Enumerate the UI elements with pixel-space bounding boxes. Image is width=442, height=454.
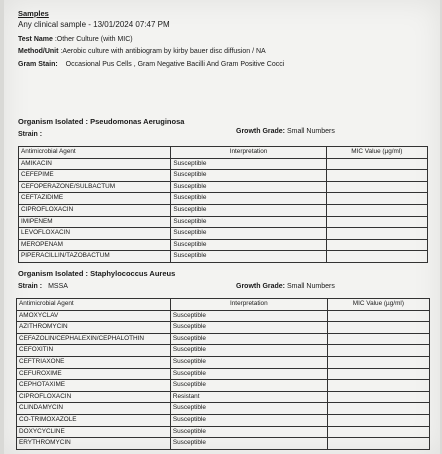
- agent-cell: CEFOXITIN: [17, 345, 171, 357]
- interpretation-cell: Susceptible: [170, 414, 327, 426]
- interpretation-cell: Susceptible: [170, 310, 327, 322]
- organism1-antibiogram-table: [18, 146, 428, 263]
- agent-cell: AMOXYCLAV: [17, 310, 171, 322]
- mic-cell: [326, 181, 427, 193]
- method-value: :Aerobic culture with antibiogram by kirby bauer disc diffusion / NA: [60, 48, 266, 55]
- table-header-row: [19, 147, 428, 159]
- table-row: [19, 251, 428, 263]
- interpretation-cell: Susceptible: [170, 380, 327, 392]
- agent-cell: IMIPENEM: [19, 216, 171, 228]
- mic-cell: [327, 310, 429, 322]
- organism2-antibiogram-table: [16, 298, 430, 450]
- table-row: [17, 356, 430, 368]
- table-row: [19, 170, 428, 182]
- organism2-growth-grade: [236, 283, 335, 290]
- mic-cell: [327, 403, 429, 415]
- agent-cell: CEFTRIAXONE: [17, 356, 171, 368]
- method-label: Method/Unit: [18, 48, 59, 55]
- table-row: [19, 204, 428, 216]
- gram-stain-value: Occasional Pus Cells , Gram Negative Bacilli And Gram Positive Cocci: [65, 61, 285, 68]
- interpretation-cell: Resistant: [170, 391, 327, 403]
- table-row: [17, 414, 430, 426]
- table-row: [17, 438, 430, 450]
- interpretation-cell: Susceptible: [170, 356, 327, 368]
- organism2-title: Organism Isolated : Staphylococcus Aureus: [18, 269, 176, 278]
- test-name-row: [18, 36, 133, 43]
- interpretation-cell: Susceptible: [171, 204, 326, 216]
- col-interpretation: Interpretation: [171, 147, 326, 159]
- interpretation-cell: Susceptible: [170, 438, 327, 450]
- table-row: [17, 403, 430, 415]
- col-antimicrobial-agent: Antimicrobial Agent: [17, 299, 171, 311]
- mic-cell: [327, 426, 429, 438]
- interpretation-cell: Susceptible: [170, 403, 327, 415]
- interpretation-cell: Susceptible: [171, 228, 326, 240]
- col-antimicrobial-agent: Antimicrobial Agent: [19, 147, 171, 159]
- table-row: [19, 193, 428, 205]
- interpretation-cell: Susceptible: [171, 170, 326, 182]
- mic-cell: [326, 216, 427, 228]
- col-mic-value: MIC Value (µg/ml): [326, 147, 427, 159]
- agent-cell: AZITHROMYCIN: [17, 322, 171, 334]
- report-page: [4, 0, 440, 454]
- table-row: [17, 345, 430, 357]
- interpretation-cell: Susceptible: [171, 251, 326, 263]
- table-row: [17, 380, 430, 392]
- mic-cell: [326, 170, 427, 182]
- table-row: [19, 239, 428, 251]
- interpretation-cell: Susceptible: [170, 368, 327, 380]
- agent-cell: CEFAZOLIN/CEPHALEXIN/CEPHALOTHIN: [17, 333, 171, 345]
- table-row: [17, 368, 430, 380]
- organism2-strain-label: Strain :: [18, 283, 43, 290]
- table-row: [17, 322, 430, 334]
- mic-cell: [326, 239, 427, 251]
- organism1-growth-grade: [236, 128, 335, 135]
- method-row: [18, 48, 266, 55]
- organism1-grade-value: Small Numbers: [286, 128, 335, 135]
- mic-cell: [326, 193, 427, 205]
- interpretation-cell: Susceptible: [170, 333, 327, 345]
- agent-cell: CLINDAMYCIN: [17, 403, 171, 415]
- interpretation-cell: Susceptible: [170, 322, 327, 334]
- mic-cell: [326, 158, 427, 170]
- interpretation-cell: Susceptible: [171, 239, 326, 251]
- interpretation-cell: Susceptible: [171, 193, 326, 205]
- table-header-row: [17, 299, 430, 311]
- agent-cell: CO-TRIMOXAZOLE: [17, 414, 171, 426]
- organism1-strain-label: Strain :: [18, 131, 43, 138]
- organism2-grade-label: Growth Grade:: [236, 283, 286, 290]
- organism1-title: Organism Isolated : Pseudomonas Aeruginosa: [18, 117, 185, 126]
- interpretation-cell: Susceptible: [170, 426, 327, 438]
- mic-cell: [327, 391, 429, 403]
- agent-cell: CEFOPERAZONE/SULBACTUM: [19, 181, 171, 193]
- col-interpretation: Interpretation: [170, 299, 327, 311]
- mic-cell: [326, 228, 427, 240]
- agent-cell: ERYTHROMYCIN: [17, 438, 171, 450]
- table-row: [19, 181, 428, 193]
- agent-cell: CEFEPIME: [19, 170, 171, 182]
- interpretation-cell: Susceptible: [170, 345, 327, 357]
- interpretation-cell: Susceptible: [171, 181, 326, 193]
- mic-cell: [327, 333, 429, 345]
- agent-cell: CEPHOTAXIME: [17, 380, 171, 392]
- agent-cell: CEFTAZIDIME: [19, 193, 171, 205]
- agent-cell: PIPERACILLIN/TAZOBACTUM: [19, 251, 171, 263]
- table-row: [17, 426, 430, 438]
- table-row: [17, 333, 430, 345]
- interpretation-cell: Susceptible: [171, 216, 326, 228]
- agent-cell: DOXYCYCLINE: [17, 426, 171, 438]
- table-row: [19, 158, 428, 170]
- samples-heading: Samples: [18, 9, 49, 18]
- agent-cell: LEVOFLOXACIN: [19, 228, 171, 240]
- mic-cell: [327, 322, 429, 334]
- mic-cell: [327, 380, 429, 392]
- organism2-grade-value: Small Numbers: [286, 283, 335, 290]
- mic-cell: [327, 438, 429, 450]
- mic-cell: [327, 345, 429, 357]
- table-row: [19, 216, 428, 228]
- gram-stain-row: [18, 61, 284, 68]
- table-row: [17, 310, 430, 322]
- agent-cell: MEROPENAM: [19, 239, 171, 251]
- organism2-strain: [18, 283, 68, 290]
- gram-stain-label: Gram Stain:: [18, 61, 58, 68]
- agent-cell: CIPROFLOXACIN: [19, 204, 171, 216]
- test-name-value: :Other Culture (with MIC): [54, 36, 133, 43]
- mic-cell: [327, 356, 429, 368]
- sample-datetime: Any clinical sample - 13/01/2024 07:47 PM: [18, 20, 170, 29]
- test-name-label: Test Name: [18, 36, 53, 43]
- organism2-strain-value: MSSA: [48, 283, 68, 290]
- mic-cell: [326, 251, 427, 263]
- table-row: [17, 391, 430, 403]
- agent-cell: CIPROFLOXACIN: [17, 391, 171, 403]
- mic-cell: [327, 414, 429, 426]
- table-row: [19, 228, 428, 240]
- agent-cell: CEFUROXIME: [17, 368, 171, 380]
- organism1-strain: [18, 131, 42, 138]
- interpretation-cell: Susceptible: [171, 158, 326, 170]
- agent-cell: AMIKACIN: [19, 158, 171, 170]
- organism1-grade-label: Growth Grade:: [236, 128, 286, 135]
- mic-cell: [326, 204, 427, 216]
- mic-cell: [327, 368, 429, 380]
- col-mic-value: MIC Value (µg/ml): [327, 299, 429, 311]
